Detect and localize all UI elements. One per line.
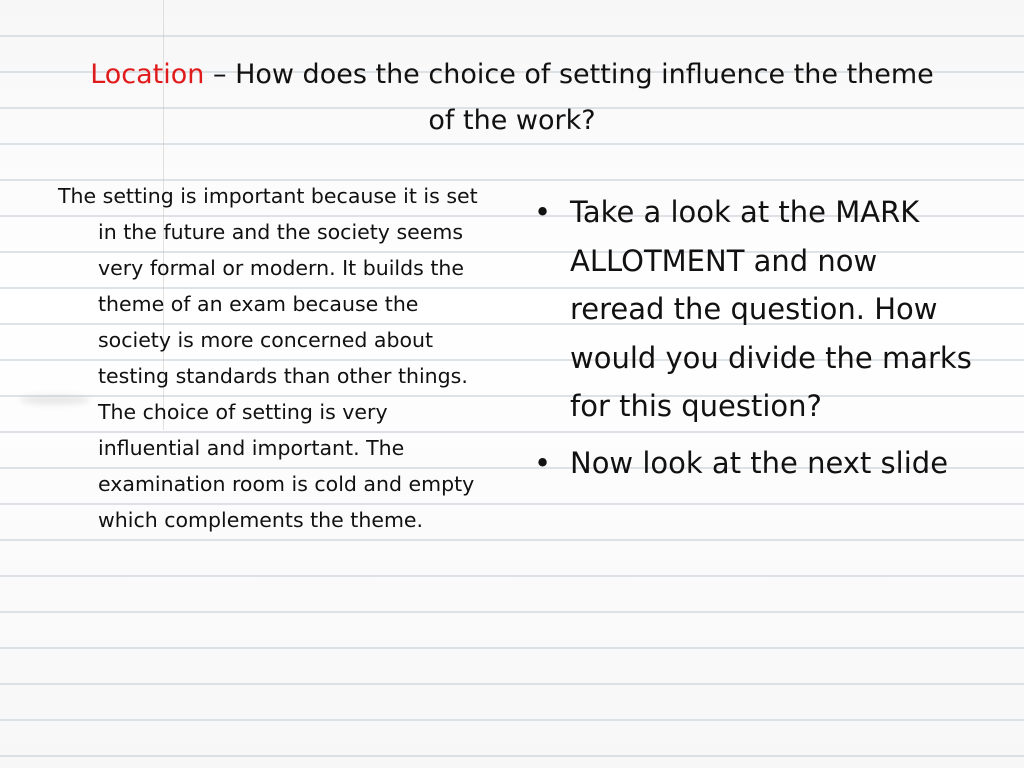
bullet-list: [528, 188, 978, 487]
right-bullet-column: [528, 188, 978, 495]
title-keyword: Location: [90, 59, 205, 90]
bullet-item-mark-allotment: [528, 188, 978, 431]
title-question: – How does the choice of setting influence the theme of the work?: [204, 59, 934, 136]
bullet-text: Now look at the next slide: [570, 445, 949, 480]
bullet-item-next-slide: [528, 439, 978, 488]
bullet-text: Take a look at the MARK ALLOTMENT and now reread the question. How would you divide the marks for this question?: [570, 195, 972, 423]
setting-paragraph: The setting is important because it is set in the future and the society seems very formal or modern. It builds the theme of an exam because the society is more concerned about testing standards than other things. The choice of setting is very influential and important. The examination room is cold and empty which complements the theme.: [58, 184, 478, 532]
left-text-column: [58, 178, 482, 538]
bullet-icon: •: [534, 445, 552, 480]
bullet-icon: •: [534, 195, 552, 229]
slide-title: [80, 52, 944, 144]
